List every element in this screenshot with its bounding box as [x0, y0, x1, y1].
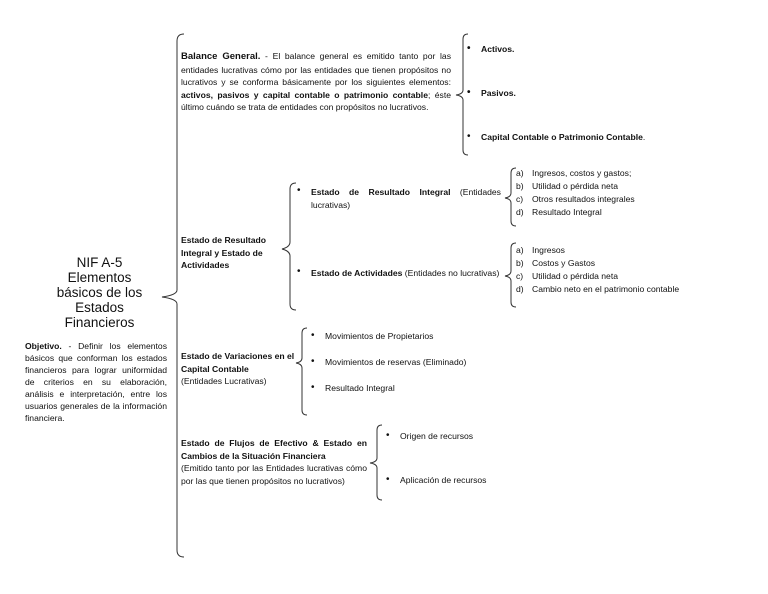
- title-line: Elementos: [67, 270, 132, 285]
- variaciones-item: • Movimientos de reservas (Eliminado): [325, 357, 466, 367]
- resultados-brace: [282, 183, 296, 310]
- flujos-item: • Aplicación de recursos: [400, 475, 486, 485]
- sub1-entry: [311, 186, 501, 211]
- balance-text: - El balance general es emitido tanto por las entidades lucrativas cómo por las entidades que tienen propósitos no lucrativos y se conforma básicamente por los siguientes elementos:: [181, 51, 451, 87]
- balance-paragraph: [181, 50, 451, 114]
- sub2-note: (Entidades no lucrativas): [402, 268, 500, 278]
- title-line: NIF A-5: [76, 255, 123, 270]
- balance-title: Balance General.: [181, 51, 261, 62]
- sub1-item: a) Ingresos, costos y gastos;: [516, 168, 632, 178]
- balance-text-bold: activos, pasivos y capital contable o patrimonio contable: [181, 89, 428, 100]
- balance-text: ; éste último cuándo se trata de entidades con propósitos no lucrativos.: [181, 89, 451, 112]
- balance-item: • Pasivos.: [481, 88, 516, 98]
- balance-item: • Activos.: [481, 44, 514, 54]
- objective-body: - Definir los elementos básicos que conforman los estados financieros para lograr uniformidad de criterios en su elaboración, análisis e interpretación, entre los usuarios generales de la información financiera.: [25, 341, 167, 423]
- variaciones-section: [181, 350, 296, 388]
- objective-label: Objetivo.: [25, 341, 62, 351]
- variaciones-note: (Entidades Lucrativas): [181, 376, 267, 386]
- sub2-title: Estado de Actividades: [311, 268, 403, 278]
- sub1-item: c) Otros resultados integrales: [516, 194, 635, 204]
- sub1-note: (Entidades lucrativas): [311, 187, 501, 210]
- flujos-title: Estado de Flujos de Efectivo & Estado en Cambios de la Situación Financiera: [181, 438, 367, 461]
- sub2-entry: [311, 267, 501, 280]
- sub1-item: b) Utilidad o pérdida neta: [516, 181, 618, 191]
- main-title: [22, 255, 177, 330]
- sub2-item: b) Costos y Gastos: [516, 258, 596, 268]
- sub1-title: Estado de Resultado Integral: [311, 187, 451, 197]
- title-line: Estados: [75, 300, 124, 315]
- flujos-item: • Origen de recursos: [400, 431, 473, 441]
- variaciones-item: • Movimientos de Propietarios: [325, 331, 433, 341]
- flujos-brace: [370, 425, 382, 500]
- variaciones-title: Estado de Variaciones en el Capital Contable: [181, 351, 295, 374]
- sub1-brace: [505, 168, 516, 226]
- sub2-brace: [505, 243, 516, 307]
- flujos-section: [181, 437, 367, 487]
- sub2-item: c) Utilidad o pérdida neta: [516, 271, 618, 281]
- variaciones-item: • Resultado Integral: [325, 383, 395, 393]
- sub2-item: a) Ingresos: [516, 245, 565, 255]
- title-line: básicos de los: [56, 285, 143, 300]
- objective-text: [25, 340, 167, 424]
- resultados-title: Estado de Resultado Integral y Estado de Actividades: [181, 235, 266, 270]
- sub2-item: d) Cambio neto en el patrimonio contable: [516, 284, 680, 294]
- sub1-item: d) Resultado Integral: [516, 207, 602, 217]
- balance-item: • Capital Contable o Patrimonio Contable.: [481, 132, 645, 142]
- flujos-note: (Emitido tanto por las Entidades lucrativas cómo por las que tienen propósitos no lucrativos): [181, 463, 367, 486]
- variaciones-brace: [296, 328, 307, 415]
- title-line: Financieros: [64, 315, 135, 330]
